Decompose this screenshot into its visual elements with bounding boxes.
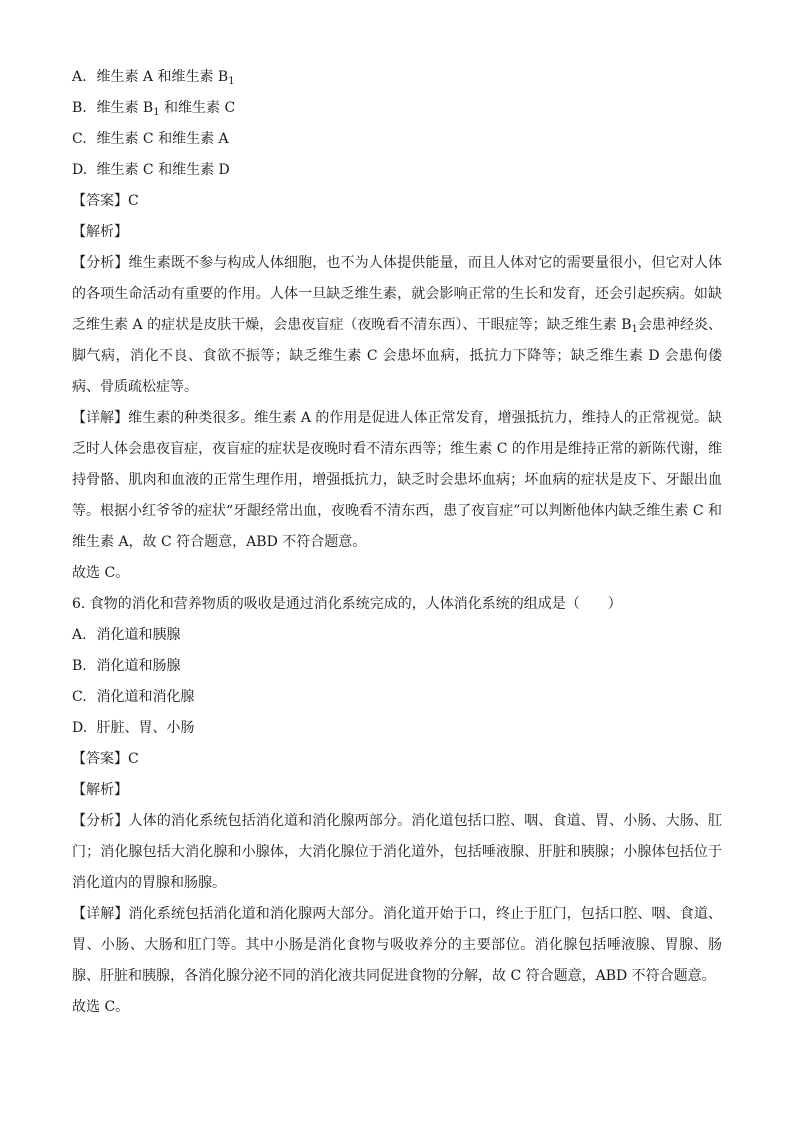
option-letter: B.: [72, 658, 87, 674]
q6-fenxi: [72, 806, 722, 899]
option-letter: D.: [72, 162, 88, 178]
option-text: 维生素 A 和维生素 B: [96, 69, 229, 85]
option-text: 肝脏、胃、小肠: [96, 720, 195, 736]
xiangjie-tag: 【详解】: [72, 410, 129, 426]
q6-analysis-heading: [72, 775, 722, 806]
q6-conclusion: 故选 C。: [72, 999, 130, 1015]
fenxi-text-a: 维生素既不参与构成人体细胞，也不为人体提供能量，而且人体对它的需要量很小，但它对人体的各项生命活动有重要的作用。人体一旦缺乏维生素，就会影响正常的生长和发育，还会引起疾病。如缺乏维生素 A 的症状是皮肤干燥，会患夜盲症（夜晚看不清东西）、干眼症等；缺乏维生素 B: [72, 255, 723, 333]
option-letter: A.: [72, 69, 87, 85]
option-letter: B.: [72, 100, 87, 116]
q5-conclusion: 故选 C。: [72, 565, 130, 581]
option-letter: C.: [72, 689, 87, 705]
subscript: 1: [228, 76, 235, 87]
option-text-tail: 和维生素 C: [159, 100, 236, 116]
q5-option-d: [72, 155, 722, 186]
q6-option-b: [72, 651, 722, 682]
option-text: 消化道和肠腺: [96, 658, 181, 674]
subscript: 1: [153, 107, 160, 118]
answer-tag: 【答案】: [72, 751, 128, 767]
q6-question: 6. 食物的消化和营养物质的吸收是通过消化系统完成的，人体消化系统的组成是（ ）: [72, 596, 622, 612]
q6-option-c: [72, 682, 722, 713]
option-letter: C.: [72, 131, 87, 147]
q5-option-b: [72, 93, 722, 124]
q6-answer: [72, 744, 722, 775]
q6-option-a: [72, 620, 722, 651]
q5-option-a: [72, 62, 722, 93]
xiangjie-tag: 【详解】: [72, 906, 129, 922]
analysis-tag: 【解析】: [72, 782, 128, 798]
option-text: 维生素 B: [96, 100, 154, 116]
answer-value: C: [128, 751, 139, 767]
fenxi-text: 人体的消化系统包括消化道和消化腺两部分。消化道包括口腔、咽、食道、胃、小肠、大肠、肛门；消化腺包括大消化腺和小腺体，大消化腺位于消化道外，包括唾液腺、肝脏和胰腺；小腺体包括位于消化道内的胃腺和肠腺。: [72, 813, 723, 891]
option-text: 消化道和消化腺: [96, 689, 195, 705]
xiangjie-text: 消化系统包括消化道和消化腺两大部分。消化道开始于口，终止于肛门，包括口腔、咽、食道、胃、小肠、大肠和肛门等。其中小肠是消化食物与吸收养分的主要部位。消化腺包括唾液腺、胃腺、肠腺、肝脏和胰腺，各消化腺分泌不同的消化液共同促进食物的分解，故 C 符合题意，ABD 不符合题意。: [72, 906, 723, 984]
q6-xiangjie: [72, 899, 722, 992]
q5-fenxi: [72, 248, 722, 403]
analysis-tag: 【解析】: [72, 224, 128, 240]
fenxi-tag: 【分析】: [72, 813, 129, 829]
subscript: 1: [631, 324, 638, 335]
q5-analysis-heading: [72, 217, 722, 248]
q5-option-c: [72, 124, 722, 155]
q5-answer: [72, 186, 722, 217]
option-text: 消化道和胰腺: [96, 627, 181, 643]
fenxi-text-b: 会患神经炎、脚气病，消化不良、食欲不振等；缺乏维生素 C 会患坏血病，抵抗力下降等；缺乏维生素 D 会患佝偻病、骨质疏松症等。: [72, 317, 723, 395]
q6-option-d: [72, 713, 722, 744]
option-letter: A.: [72, 627, 87, 643]
answer-value: C: [128, 193, 139, 209]
option-text: 维生素 C 和维生素 D: [96, 162, 230, 178]
option-text: 维生素 C 和维生素 A: [96, 131, 229, 147]
fenxi-tag: 【分析】: [72, 255, 129, 271]
option-letter: D.: [72, 720, 88, 736]
answer-tag: 【答案】: [72, 193, 128, 209]
q5-xiangjie: [72, 403, 722, 558]
xiangjie-text: 维生素的种类很多。维生素 A 的作用是促进人体正常发育，增强抵抗力，维持人的正常视觉。缺乏时人体会患夜盲症，夜盲症的症状是夜晚时看不清东西等；维生素 C 的作用是维持正常的新陈代谢，维持骨骼、肌肉和血液的正常生理作用，增强抵抗力，缺乏时会患坏血病；坏血病的症状是皮下、牙龈出血等。根据小红爷爷的症状“牙龈经常出血，夜晚看不清东西，患了夜盲症”可以判断他体内缺乏维生素 C 和维生素 A，故 C 符合题意，ABD 不符合题意。: [72, 410, 723, 550]
